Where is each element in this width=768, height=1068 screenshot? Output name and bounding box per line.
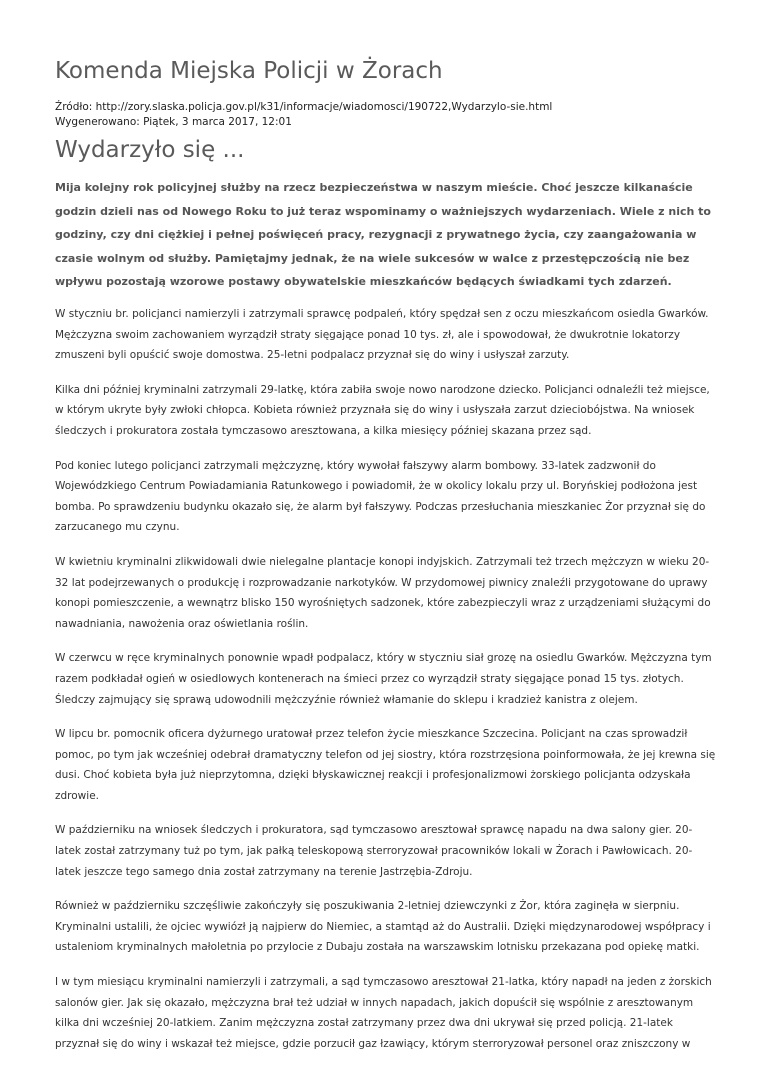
- article-paragraph-8: Również w październiku szczęśliwie zakończyły się poszukiwania 2-letniej dziewczynki z Żor, która zaginęła w sierpniu. Kryminalni ustalili, że ojciec wywiózł ją najpierw do Niemiec, a stamtąd aż do Australii. Dzięki międzynarodowej współpracy i ustaleniom kryminalnych małoletnia po przylocie z Dubaju została na warszawskim lotnisku przekazana pod opiekę matki.: [55, 900, 711, 954]
- article-paragraph-4: W kwietniu kryminalni zlikwidowali dwie nielegalne plantacje konopi indyjskich. Zatrzymali też trzech mężczyzn w wieku 20-32 lat podejrzewanych o produkcję i rozprowadzanie narkotyków. W przydomowej piwnicy znaleźli przygotowane do uprawy konopi pomieszczenie, a wewnątrz blisko 150 wyrośniętych sadzonek, które zabezpieczyli wraz z urządzeniami służącymi do nawadniania, nawożenia oraz oświetlania roślin.: [55, 555, 711, 630]
- article-paragraph-2: Kilka dni później kryminalni zatrzymali 29-latkę, która zabiła swoje nowo narodzone dziecko. Policjanci odnaleźli też miejsce, w którym ukryte były zwłoki chłopca. Kobieta również przyznała się do winy i usłyszała zarzut dzieciobójstwa. Na wniosek śledczych i prokuratora została tymczasowo aresztowana, a kilka miesięcy później skazana przez sąd.: [55, 383, 710, 437]
- article-title: Wydarzyło się ...: [55, 137, 245, 163]
- article-paragraph-3: Pod koniec lutego policjanci zatrzymali mężczyznę, który wywołał fałszywy alarm bombowy. 33-latek zadzwonił do Wojewódzkiego Centrum Powiadamiania Ratunkowego i powiadomił, że w okolicy lokalu przy ul. Boryńskiej podłożona jest bomba. Po sprawdzeniu budynku okazało się, że alarm był fałszywy. Podczas przesłuchania mieszkaniec Żor przyznał się do zarzucanego mu czynu.: [55, 459, 706, 534]
- article-paragraph-7: W październiku na wniosek śledczych i prokuratora, sąd tymczasowo aresztował sprawcę napadu na dwa salony gier. 20-latek został zatrzymany tuż po tym, jak pałką teleskopową sterroryzował pracowników lokali w Żorach i Pawłowicach. 20-latek jeszcze tego samego dnia został zatrzymany na terenie Jastrzębia-Zdroju.: [55, 824, 693, 878]
- site-title: Komenda Miejska Policji w Żorach: [55, 58, 443, 84]
- article-body: [55, 304, 718, 1068]
- generated-line: Wygenerowano: Piątek, 3 marca 2017, 12:01: [55, 116, 292, 128]
- article-lead: Mija kolejny rok policyjnej służby na rzecz bezpieczeństwa w naszym mieście. Choć jeszcze kilkanaście godzin dzieli nas od Nowego Roku to już teraz wspominamy o ważniejszych wydarzeniach. Wiele z nich to godziny, czy dni ciężkiej i pełnej poświęceń pracy, rezygnacji z prywatnego życia, czy zaangażowania w czasie wolnym od służby. Pamiętajmy jednak, że na wiele sukcesów w walce z przestępczością nie bez wpływu pozostają wzorowe postawy obywatelskie mieszkańców będących świadkami tych zdarzeń.: [55, 181, 711, 289]
- article-paragraph-5: W czerwcu w ręce kryminalnych ponownie wpadł podpalacz, który w styczniu siał grozę na osiedlu Gwarków. Mężczyzna tym razem podkładał ogień w osiedlowych kontenerach na śmieci przez co wyrządził straty sięgające ponad 15 tys. złotych. Śledczy zajmujący się sprawą udowodnili mężczyźnie również włamanie do sklepu i kradzież kanistra z olejem.: [55, 652, 712, 706]
- article-paragraph-1: W styczniu br. policjanci namierzyli i zatrzymali sprawcę podpaleń, który spędzał sen z oczu mieszkańcom osiedla Gwarków. Mężczyzna swoim zachowaniem wyrządził straty sięgające ponad 10 tys. zł, ale i spowodował, że dwukrotnie lokatorzy zmuszeni byli opuścić swoje domostwa. 25-letni podpalacz przyznał się do winy i usłyszał zarzuty.: [55, 308, 709, 362]
- article-paragraph-9: I w tym miesiącu kryminalni namierzyli i zatrzymali, a sąd tymczasowo aresztował 21-latka, który napadł na jeden z żorskich salonów gier. Jak się okazało, mężczyzna brał też udział w innych napadach, jakich dopuścił się wspólnie z aresztowanym kilka dni wcześniej 20-latkiem. Zanim mężczyzna został zatrzymany przez dwa dni ukrywał się przed policją. 21-latek przyznał się do winy i wskazał też miejsce, gdzie porzucił gaz łzawiący, którym sterroryzował personel oraz zniszczony w: [55, 976, 712, 1050]
- document-meta: [55, 100, 552, 130]
- article-paragraph-6: W lipcu br. pomocnik oficera dyżurnego uratował przez telefon życie mieszkance Szczecina. Policjant na czas sprowadził pomoc, po tym jak wcześniej odebrał dramatyczny telefon od jej siostry, która rozstrzęsiona poinformowała, że jej krewna się dusi. Choć kobieta była już nieprzytomna, dzięki błyskawicznej reakcji i profesjonalizmowi żorskiego policjanta odzyskała zdrowie.: [55, 728, 716, 802]
- source-line: Źródło: http://zory.slaska.policja.gov.pl/k31/informacje/wiadomosci/190722,Wydarzylo-sie.html: [55, 101, 553, 113]
